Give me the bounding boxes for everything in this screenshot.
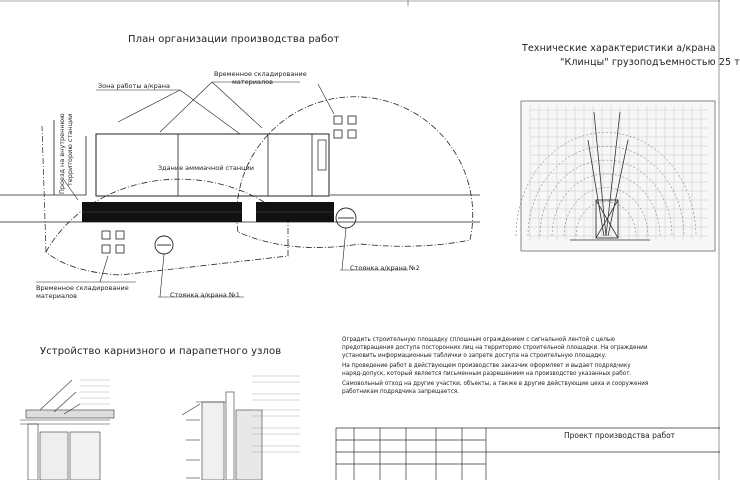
stamp-title: Проект производства работ [564,431,676,440]
site-plan-title: План организации производства работ [128,34,340,45]
note-line-1: Оградить строительную площадку сплошным ограждением с сигнальной лентой с целью [342,337,616,343]
crane-zone-2 [237,97,473,248]
note-line-7: работникам подрядчика запрещается. [342,389,460,395]
note-line-6: Самовольный отход на другие участки, объекты, а также в другие действующие цеха и сооружения [342,381,649,387]
label-road-line-2: территорию станции [66,113,74,186]
label-crane-stop-1: Стоянка а/крана №1 [170,291,240,299]
note-line-3: установить информационные таблички о запрете доступа на строительную площадку. [342,353,607,359]
label-temp-storage-bottom-2: материалов [36,292,77,300]
note-line-4: На проведение работ в действующем производстве заказчик оформляет и выдает подрядчику [342,363,631,369]
label-temp-storage-top-1: Временное складирование [214,70,307,78]
storage-boxes-top [334,116,356,138]
label-crane-zone: Зона работы а/крана [98,82,170,90]
label-crane-stop-2: Стоянка а/крана №2 [350,264,420,272]
label-road-line-1: Проезд на внутреннюю [58,113,66,194]
fence-blocks [82,202,334,222]
note-line-2: предотвращения доступа посторонних лиц на территорию строительной площадки. На ограждении [342,345,648,351]
detail-eave [20,380,114,480]
crane-zone-1 [46,179,288,275]
crane-chart-title-2: "Клинцы" грузоподъемностью 25 т [560,57,740,68]
crane-load-chart [516,101,715,251]
crane-chart-title-1: Технические характеристики а/крана [522,43,716,54]
details-title: Устройство карнизного и парапетного узлов [40,346,282,357]
detail-parapet [182,376,300,480]
label-temp-storage-top-2: материалов [232,78,273,86]
storage-boxes-bottom [102,231,124,253]
note-line-5: наряд-допуск, который является письменным разрешением на производство указанных работ. [342,371,632,377]
label-building: Здание аммиачной станции [158,164,255,172]
label-temp-storage-bottom-1: Временное складирование [36,284,129,292]
